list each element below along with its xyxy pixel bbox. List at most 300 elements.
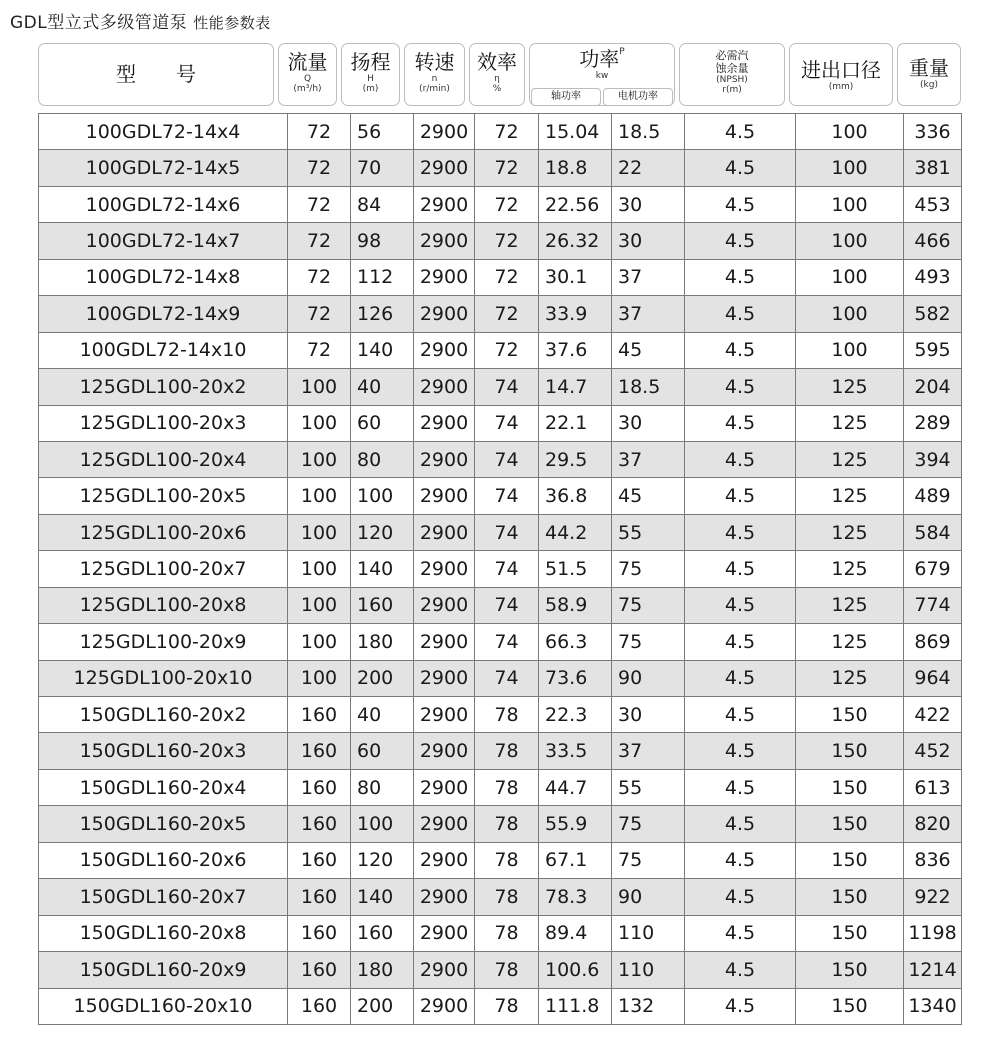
cell-head: 80: [351, 441, 414, 477]
cell-motor-power: 132: [612, 988, 685, 1024]
cell-shaft-power: 29.5: [539, 441, 612, 477]
cell-flow: 100: [288, 441, 351, 477]
cell-weight: 394: [904, 441, 962, 477]
cell-motor-power: 18.5: [612, 114, 685, 150]
cell-flow: 100: [288, 587, 351, 623]
table-row: [39, 259, 962, 295]
cell-weight: 381: [904, 150, 962, 186]
cell-head: 80: [351, 769, 414, 805]
cell-motor-power: 30: [612, 697, 685, 733]
header-head: [341, 43, 400, 106]
header-weight: [897, 43, 961, 106]
cell-weight: 422: [904, 697, 962, 733]
cell-npsh: 4.5: [685, 514, 796, 550]
cell-weight: 1340: [904, 988, 962, 1024]
cell-flow: 160: [288, 733, 351, 769]
cell-npsh: 4.5: [685, 660, 796, 696]
cell-npsh: 4.5: [685, 551, 796, 587]
cell-weight: 836: [904, 842, 962, 878]
cell-weight: 466: [904, 223, 962, 259]
cell-speed: 2900: [414, 842, 475, 878]
cell-weight: 964: [904, 660, 962, 696]
cell-flow: 100: [288, 369, 351, 405]
cell-flow: 100: [288, 660, 351, 696]
cell-diameter: 125: [796, 551, 904, 587]
header-speed: [404, 43, 465, 106]
header-diameter-label: 进出口径: [801, 58, 881, 82]
cell-diameter: 150: [796, 988, 904, 1024]
cell-head: 160: [351, 915, 414, 951]
cell-shaft-power: 78.3: [539, 879, 612, 915]
cell-speed: 2900: [414, 988, 475, 1024]
cell-npsh: 4.5: [685, 478, 796, 514]
cell-shaft-power: 22.3: [539, 697, 612, 733]
cell-weight: 820: [904, 806, 962, 842]
cell-weight: 613: [904, 769, 962, 805]
header-npsh-line4: r(m): [722, 85, 742, 95]
table-row: [39, 186, 962, 222]
cell-model: 150GDL160-20x5: [39, 806, 288, 842]
cell-model: 100GDL72-14x8: [39, 259, 288, 295]
cell-efficiency: 78: [475, 915, 539, 951]
cell-model: 150GDL160-20x2: [39, 697, 288, 733]
cell-weight: 922: [904, 879, 962, 915]
cell-weight: 1214: [904, 952, 962, 988]
cell-speed: 2900: [414, 296, 475, 332]
cell-efficiency: 74: [475, 441, 539, 477]
cell-flow: 160: [288, 879, 351, 915]
cell-head: 112: [351, 259, 414, 295]
table-row: [39, 478, 962, 514]
cell-motor-power: 30: [612, 223, 685, 259]
cell-head: 40: [351, 369, 414, 405]
cell-diameter: 125: [796, 369, 904, 405]
cell-shaft-power: 15.04: [539, 114, 612, 150]
cell-head: 160: [351, 587, 414, 623]
cell-head: 98: [351, 223, 414, 259]
cell-flow: 160: [288, 697, 351, 733]
cell-flow: 160: [288, 915, 351, 951]
cell-diameter: 150: [796, 952, 904, 988]
header-weight-unit: (kg): [920, 80, 938, 90]
cell-model: 125GDL100-20x6: [39, 514, 288, 550]
cell-shaft-power: 22.56: [539, 186, 612, 222]
cell-speed: 2900: [414, 223, 475, 259]
cell-head: 56: [351, 114, 414, 150]
cell-npsh: 4.5: [685, 842, 796, 878]
table-row: [39, 223, 962, 259]
header-speed-unit: (r/min): [419, 84, 450, 94]
cell-speed: 2900: [414, 405, 475, 441]
cell-diameter: 100: [796, 259, 904, 295]
cell-model: 150GDL160-20x3: [39, 733, 288, 769]
cell-speed: 2900: [414, 551, 475, 587]
cell-model: 125GDL100-20x5: [39, 478, 288, 514]
cell-npsh: 4.5: [685, 405, 796, 441]
cell-speed: 2900: [414, 259, 475, 295]
header-speed-symbol: n: [431, 74, 438, 84]
cell-speed: 2900: [414, 624, 475, 660]
cell-shaft-power: 55.9: [539, 806, 612, 842]
cell-speed: 2900: [414, 332, 475, 368]
cell-motor-power: 45: [612, 478, 685, 514]
cell-npsh: 4.5: [685, 441, 796, 477]
cell-motor-power: 75: [612, 842, 685, 878]
cell-motor-power: 18.5: [612, 369, 685, 405]
cell-head: 120: [351, 514, 414, 550]
cell-efficiency: 74: [475, 624, 539, 660]
table-row: [39, 332, 962, 368]
cell-npsh: 4.5: [685, 186, 796, 222]
header-efficiency: [469, 43, 525, 106]
cell-efficiency: 78: [475, 806, 539, 842]
header-npsh-line2: 蚀余量: [715, 62, 749, 75]
table-row: [39, 369, 962, 405]
cell-model: 100GDL72-14x6: [39, 186, 288, 222]
cell-weight: 679: [904, 551, 962, 587]
cell-model: 100GDL72-14x10: [39, 332, 288, 368]
cell-efficiency: 72: [475, 259, 539, 295]
cell-head: 120: [351, 842, 414, 878]
cell-efficiency: 78: [475, 733, 539, 769]
cell-diameter: 100: [796, 332, 904, 368]
cell-motor-power: 90: [612, 660, 685, 696]
header-power-title: [530, 47, 674, 71]
cell-model: 100GDL72-14x5: [39, 150, 288, 186]
cell-weight: 204: [904, 369, 962, 405]
cell-head: 126: [351, 296, 414, 332]
cell-head: 200: [351, 988, 414, 1024]
cell-npsh: 4.5: [685, 369, 796, 405]
cell-diameter: 125: [796, 587, 904, 623]
cell-weight: 584: [904, 514, 962, 550]
cell-head: 180: [351, 952, 414, 988]
cell-npsh: 4.5: [685, 806, 796, 842]
cell-efficiency: 78: [475, 697, 539, 733]
cell-npsh: 4.5: [685, 733, 796, 769]
header-efficiency-label: 效率: [477, 50, 517, 74]
cell-diameter: 100: [796, 150, 904, 186]
cell-npsh: 4.5: [685, 879, 796, 915]
cell-flow: 160: [288, 769, 351, 805]
cell-model: 150GDL160-20x4: [39, 769, 288, 805]
performance-table: [38, 113, 962, 1025]
cell-weight: 336: [904, 114, 962, 150]
cell-npsh: 4.5: [685, 114, 796, 150]
cell-diameter: 150: [796, 733, 904, 769]
cell-head: 180: [351, 624, 414, 660]
cell-efficiency: 74: [475, 405, 539, 441]
cell-shaft-power: 58.9: [539, 587, 612, 623]
cell-motor-power: 75: [612, 551, 685, 587]
header-power-shaft: 轴功率: [531, 88, 601, 106]
cell-model: 125GDL100-20x10: [39, 660, 288, 696]
cell-diameter: 150: [796, 842, 904, 878]
cell-diameter: 125: [796, 660, 904, 696]
header-diameter: [789, 43, 893, 106]
cell-flow: 72: [288, 223, 351, 259]
table-row: [39, 915, 962, 951]
cell-head: 140: [351, 332, 414, 368]
cell-motor-power: 37: [612, 441, 685, 477]
cell-weight: 595: [904, 332, 962, 368]
cell-npsh: 4.5: [685, 624, 796, 660]
cell-diameter: 125: [796, 514, 904, 550]
header-flow-unit: (m³/h): [293, 84, 322, 94]
header-diameter-unit: (mm): [828, 82, 854, 92]
cell-model: 125GDL100-20x9: [39, 624, 288, 660]
cell-shaft-power: 111.8: [539, 988, 612, 1024]
cell-shaft-power: 18.8: [539, 150, 612, 186]
cell-diameter: 100: [796, 186, 904, 222]
cell-speed: 2900: [414, 733, 475, 769]
header-power-symbol: P: [619, 47, 625, 57]
cell-diameter: 125: [796, 478, 904, 514]
header-power-unit: kw: [595, 71, 609, 81]
cell-motor-power: 75: [612, 624, 685, 660]
cell-head: 70: [351, 150, 414, 186]
cell-npsh: 4.5: [685, 769, 796, 805]
table-row: [39, 988, 962, 1024]
cell-speed: 2900: [414, 697, 475, 733]
cell-efficiency: 72: [475, 223, 539, 259]
cell-shaft-power: 33.5: [539, 733, 612, 769]
cell-weight: 489: [904, 478, 962, 514]
cell-shaft-power: 66.3: [539, 624, 612, 660]
cell-shaft-power: 51.5: [539, 551, 612, 587]
table-row: [39, 952, 962, 988]
cell-head: 100: [351, 806, 414, 842]
cell-head: 140: [351, 551, 414, 587]
cell-model: 125GDL100-20x7: [39, 551, 288, 587]
cell-efficiency: 74: [475, 551, 539, 587]
cell-shaft-power: 37.6: [539, 332, 612, 368]
cell-motor-power: 30: [612, 405, 685, 441]
table-row: [39, 879, 962, 915]
table-row: [39, 842, 962, 878]
header-model: [38, 43, 274, 106]
header-efficiency-unit: %: [492, 84, 502, 94]
cell-flow: 160: [288, 988, 351, 1024]
cell-efficiency: 72: [475, 114, 539, 150]
cell-motor-power: 22: [612, 150, 685, 186]
cell-model: 100GDL72-14x9: [39, 296, 288, 332]
cell-speed: 2900: [414, 769, 475, 805]
table-row: [39, 114, 962, 150]
cell-flow: 100: [288, 405, 351, 441]
cell-diameter: 100: [796, 223, 904, 259]
cell-shaft-power: 14.7: [539, 369, 612, 405]
cell-efficiency: 78: [475, 769, 539, 805]
cell-shaft-power: 67.1: [539, 842, 612, 878]
header-power-label: 功率: [579, 47, 620, 71]
cell-model: 150GDL160-20x8: [39, 915, 288, 951]
table-row: [39, 587, 962, 623]
cell-speed: 2900: [414, 150, 475, 186]
table-row: [39, 296, 962, 332]
cell-weight: 452: [904, 733, 962, 769]
cell-weight: 1198: [904, 915, 962, 951]
table-row: [39, 769, 962, 805]
cell-speed: 2900: [414, 478, 475, 514]
cell-diameter: 125: [796, 405, 904, 441]
cell-efficiency: 72: [475, 186, 539, 222]
header-power-motor: 电机功率: [603, 88, 673, 106]
cell-flow: 72: [288, 114, 351, 150]
cell-model: 125GDL100-20x4: [39, 441, 288, 477]
cell-efficiency: 78: [475, 842, 539, 878]
cell-model: 125GDL100-20x8: [39, 587, 288, 623]
cell-npsh: 4.5: [685, 952, 796, 988]
table-row: [39, 624, 962, 660]
cell-flow: 100: [288, 551, 351, 587]
header-flow-symbol: Q: [303, 74, 312, 84]
cell-npsh: 4.5: [685, 150, 796, 186]
cell-model: 100GDL72-14x4: [39, 114, 288, 150]
cell-efficiency: 74: [475, 514, 539, 550]
cell-efficiency: 78: [475, 879, 539, 915]
cell-npsh: 4.5: [685, 915, 796, 951]
cell-diameter: 100: [796, 114, 904, 150]
cell-speed: 2900: [414, 879, 475, 915]
cell-diameter: 125: [796, 441, 904, 477]
cell-motor-power: 110: [612, 915, 685, 951]
cell-model: 125GDL100-20x3: [39, 405, 288, 441]
cell-npsh: 4.5: [685, 697, 796, 733]
cell-shaft-power: 44.7: [539, 769, 612, 805]
cell-motor-power: 75: [612, 587, 685, 623]
cell-motor-power: 30: [612, 186, 685, 222]
table-row: [39, 150, 962, 186]
cell-diameter: 100: [796, 296, 904, 332]
cell-head: 200: [351, 660, 414, 696]
cell-efficiency: 78: [475, 952, 539, 988]
table-row: [39, 405, 962, 441]
cell-speed: 2900: [414, 587, 475, 623]
cell-shaft-power: 89.4: [539, 915, 612, 951]
cell-model: 150GDL160-20x10: [39, 988, 288, 1024]
cell-weight: 582: [904, 296, 962, 332]
cell-motor-power: 37: [612, 733, 685, 769]
table-row: [39, 514, 962, 550]
cell-efficiency: 78: [475, 988, 539, 1024]
cell-shaft-power: 33.9: [539, 296, 612, 332]
cell-speed: 2900: [414, 660, 475, 696]
cell-shaft-power: 100.6: [539, 952, 612, 988]
title-main: GDL型立式多级管道泵: [10, 13, 188, 33]
cell-diameter: 150: [796, 806, 904, 842]
cell-npsh: 4.5: [685, 296, 796, 332]
header-npsh: [679, 43, 785, 106]
cell-weight: 453: [904, 186, 962, 222]
header-npsh-line1: 必需汽: [715, 49, 749, 62]
cell-motor-power: 55: [612, 769, 685, 805]
cell-motor-power: 90: [612, 879, 685, 915]
cell-weight: 493: [904, 259, 962, 295]
cell-npsh: 4.5: [685, 988, 796, 1024]
cell-model: 125GDL100-20x2: [39, 369, 288, 405]
header-speed-label: 转速: [414, 50, 455, 74]
header-head-unit: (m): [362, 84, 379, 94]
cell-weight: 774: [904, 587, 962, 623]
cell-shaft-power: 44.2: [539, 514, 612, 550]
cell-motor-power: 110: [612, 952, 685, 988]
table-row: [39, 733, 962, 769]
cell-speed: 2900: [414, 806, 475, 842]
cell-model: 150GDL160-20x6: [39, 842, 288, 878]
cell-efficiency: 72: [475, 150, 539, 186]
cell-diameter: 150: [796, 879, 904, 915]
cell-flow: 72: [288, 259, 351, 295]
table-row: [39, 551, 962, 587]
cell-head: 40: [351, 697, 414, 733]
table-row: [39, 441, 962, 477]
cell-diameter: 150: [796, 769, 904, 805]
cell-head: 100: [351, 478, 414, 514]
cell-speed: 2900: [414, 186, 475, 222]
cell-npsh: 4.5: [685, 332, 796, 368]
header-weight-label: 重量: [909, 56, 949, 80]
cell-efficiency: 72: [475, 296, 539, 332]
cell-weight: 869: [904, 624, 962, 660]
cell-speed: 2900: [414, 369, 475, 405]
cell-efficiency: 74: [475, 587, 539, 623]
cell-head: 140: [351, 879, 414, 915]
cell-weight: 289: [904, 405, 962, 441]
table-row: [39, 660, 962, 696]
header-npsh-line3: (NPSH): [716, 75, 748, 85]
cell-flow: 72: [288, 186, 351, 222]
title-sub: 性能参数表: [193, 14, 271, 32]
header-head-label: 扬程: [350, 50, 391, 74]
cell-speed: 2900: [414, 915, 475, 951]
cell-speed: 2900: [414, 114, 475, 150]
cell-model: 100GDL72-14x7: [39, 223, 288, 259]
cell-motor-power: 37: [612, 259, 685, 295]
header-flow-label: 流量: [287, 50, 328, 74]
cell-head: 60: [351, 405, 414, 441]
header-flow: [278, 43, 337, 106]
cell-flow: 100: [288, 478, 351, 514]
cell-flow: 100: [288, 624, 351, 660]
table-body: [39, 114, 962, 1025]
cell-shaft-power: 30.1: [539, 259, 612, 295]
cell-flow: 72: [288, 296, 351, 332]
cell-diameter: 150: [796, 697, 904, 733]
cell-motor-power: 75: [612, 806, 685, 842]
cell-flow: 160: [288, 952, 351, 988]
cell-head: 84: [351, 186, 414, 222]
cell-speed: 2900: [414, 514, 475, 550]
table-row: [39, 697, 962, 733]
cell-diameter: 150: [796, 915, 904, 951]
header-efficiency-symbol: η: [494, 74, 500, 84]
cell-efficiency: 74: [475, 478, 539, 514]
cell-diameter: 125: [796, 624, 904, 660]
cell-motor-power: 45: [612, 332, 685, 368]
cell-flow: 100: [288, 514, 351, 550]
cell-flow: 160: [288, 806, 351, 842]
cell-efficiency: 74: [475, 660, 539, 696]
page-title: [10, 8, 271, 33]
cell-flow: 72: [288, 150, 351, 186]
header-head-symbol: H: [367, 74, 374, 84]
cell-head: 60: [351, 733, 414, 769]
table-row: [39, 806, 962, 842]
cell-motor-power: 55: [612, 514, 685, 550]
cell-model: 150GDL160-20x7: [39, 879, 288, 915]
cell-efficiency: 72: [475, 332, 539, 368]
